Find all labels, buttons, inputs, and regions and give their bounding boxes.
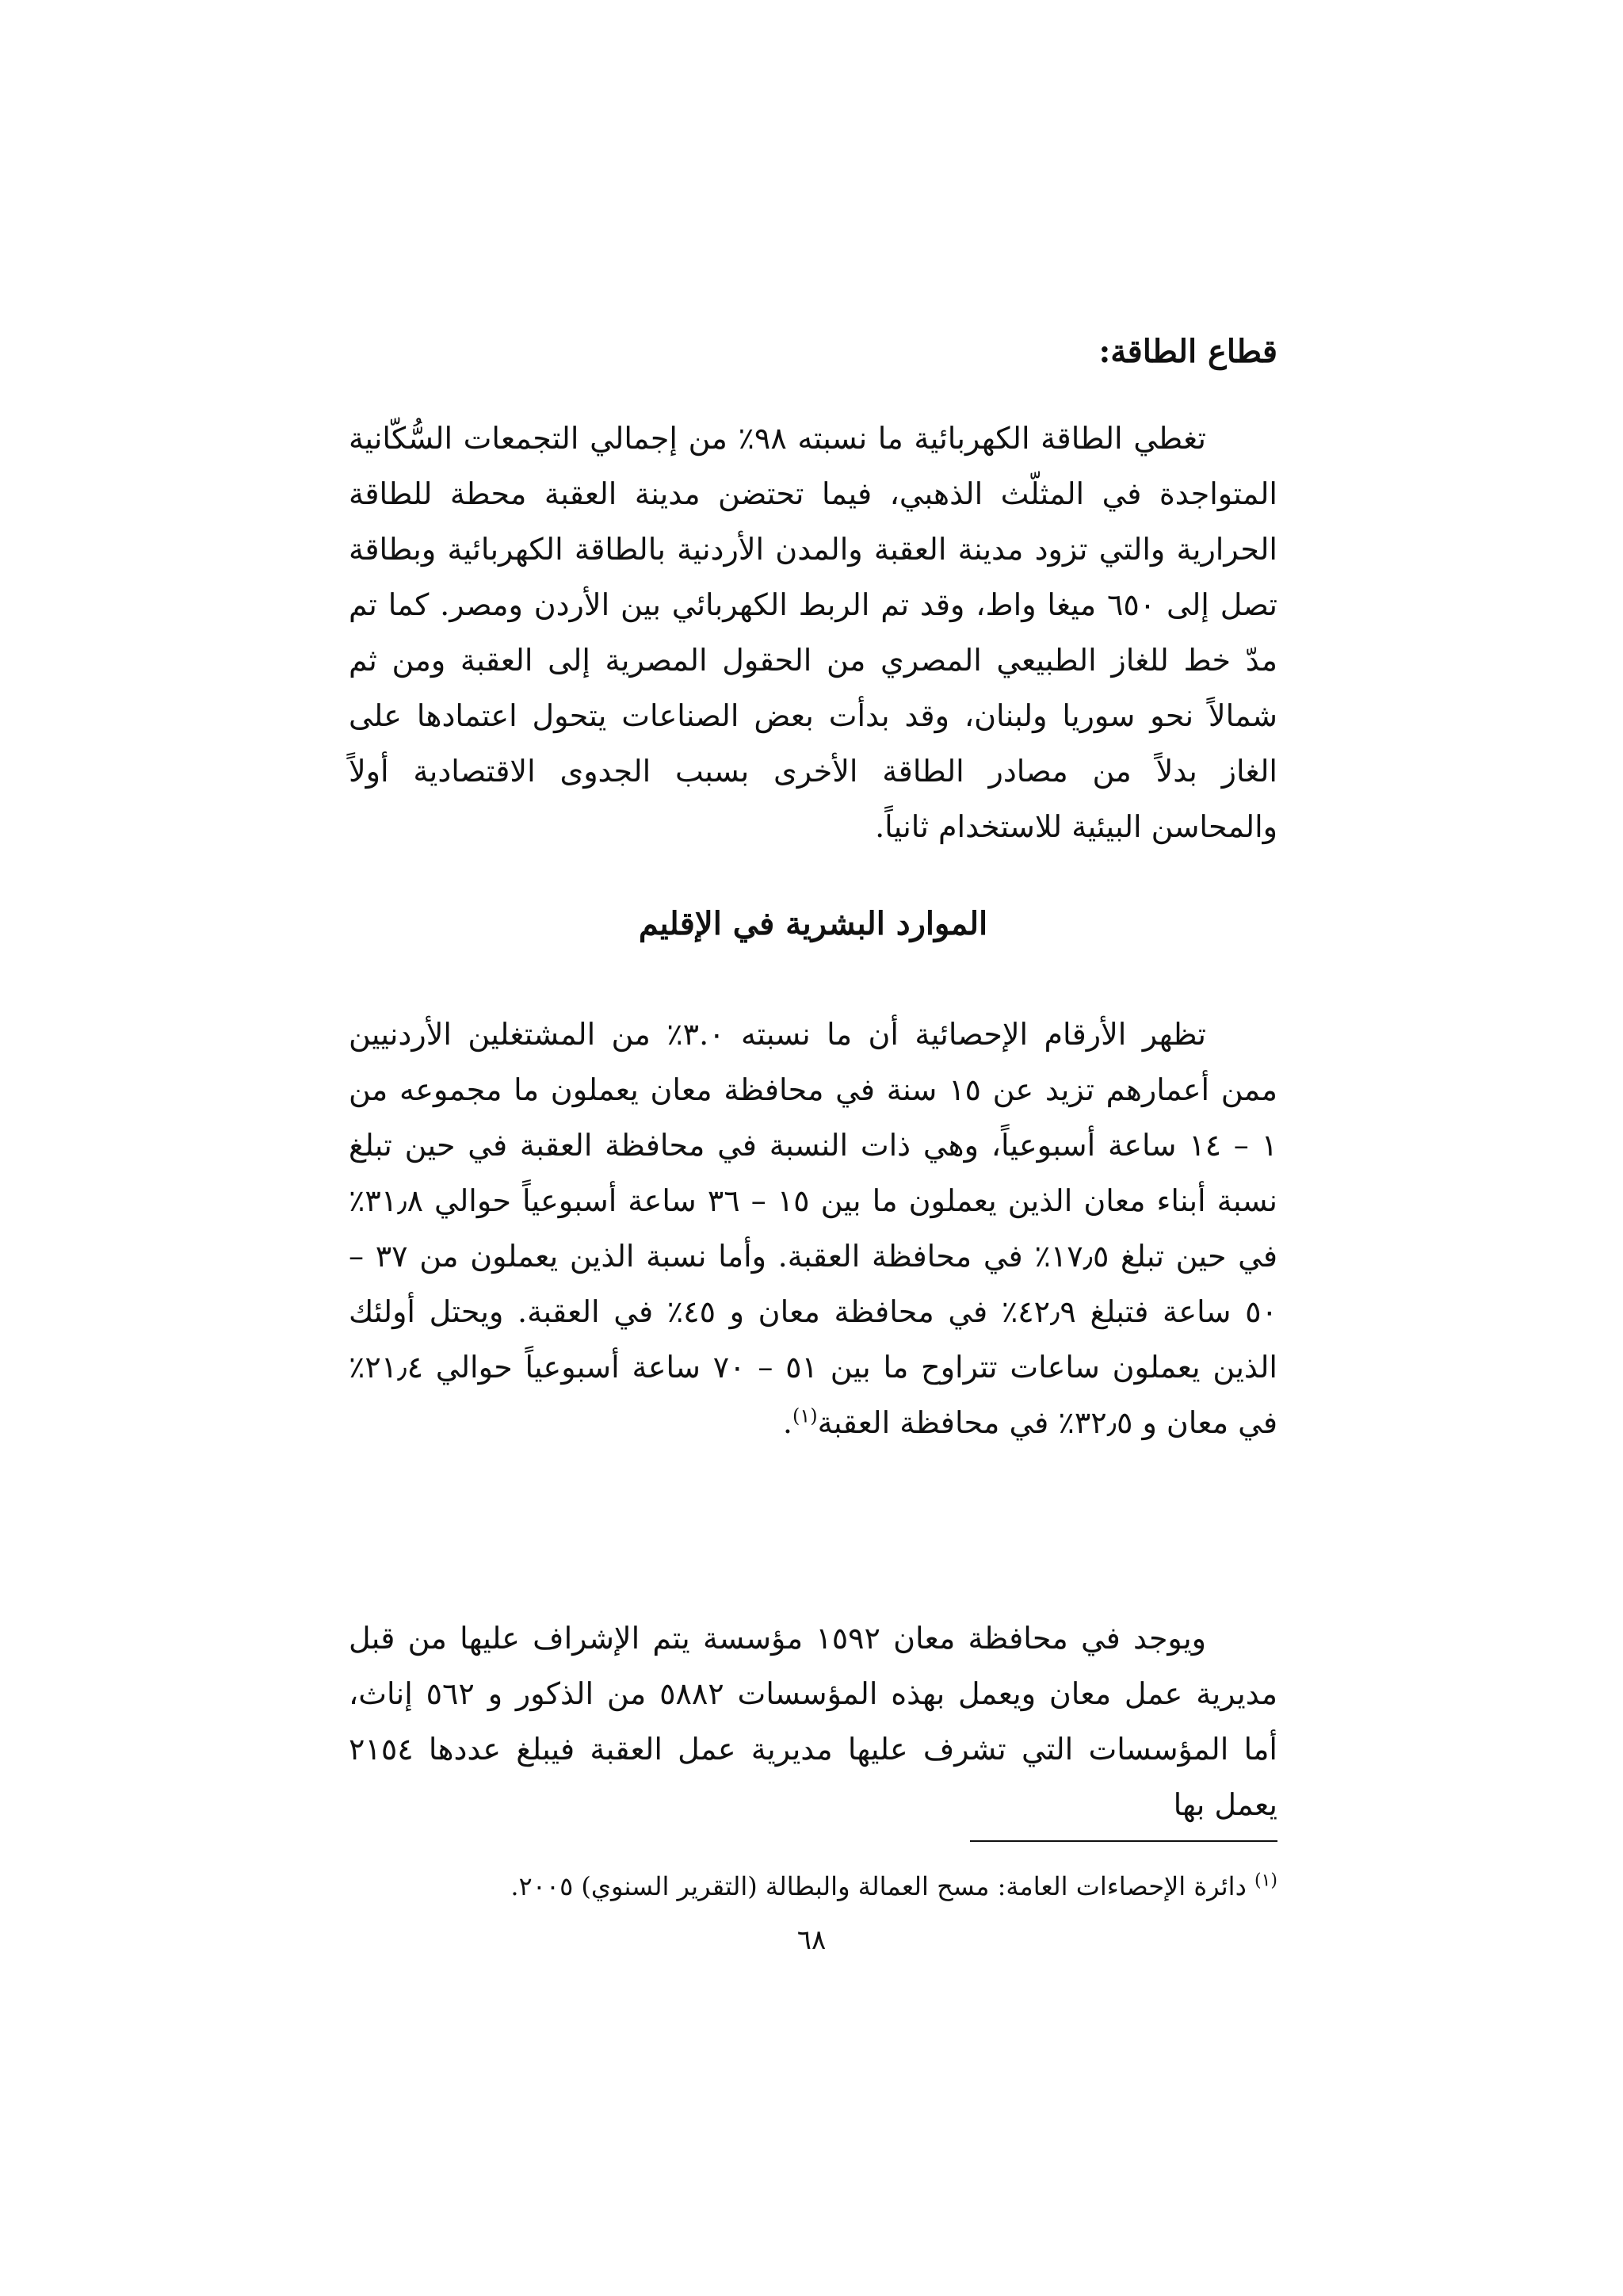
human-resources-paragraph-2: ويوجد في محافظة معان ١٥٩٢ مؤسسة يتم الإشراف عليها من قبل مديرية عمل معان ويعمل بهذه المؤسسات ٥٨٨٢ من الذكور و ٥٦٢ إناث، أما المؤسسات التي تشرف عليها مديرية عمل العقبة فيبلغ عددها ٢١٥٤ يعمل بها <box>349 1621 1277 1822</box>
human-resources-heading: الموارد البشرية في الإقليم <box>638 905 988 942</box>
human-resources-paragraph-1 <box>349 1007 1277 1450</box>
human-resources-paragraph-1-text: تظهر الأرقام الإحصائية أن ما نسبته ٣.٠٪ من المشتغلين الأردنيين ممن أعمارهم تزيد عن ١٥ سنة في محافظة معان يعملون ما مجموعه من ١ – ١٤ ساعة أسبوعياً، وهي ذات النسبة في محافظة العقبة في حين تبلغ نسبة أبناء معان الذين يعملون ما بين ١٥ – ٣٦ ساعة أسبوعياً حوالي ٣١٫٨٪ في حين تبلغ ١٧٫٥٪ في محافظة العقبة. وأما نسبة الذين يعملون من ٣٧ – ٥٠ ساعة فتبلغ ٤٢٫٩٪ في محافظة معان و ٤٥٪ في العقبة. ويحتل أولئك الذين يعملون ساعات تتراوح ما بين ٥١ – ٧٠ ساعة أسبوعياً حوالي ٢١٫٤٪ في معان و ٣٢٫٥٪ في محافظة العقبة <box>349 1017 1277 1440</box>
paragraph-1-period: . <box>782 1405 792 1440</box>
footnote-reference[interactable]: (١) <box>792 1404 818 1427</box>
energy-paragraph: تغطي الطاقة الكهربائية ما نسبته ٩٨٪ من إجمالي التجمعات السُّكّانية المتواجدة في المثلّث الذهبي، فيما تحتضن مدينة العقبة محطة للطاقة الحرارية والتي تزود مدينة العقبة والمدن الأردنية بالطاقة الكهربائية وبطاقة تصل إلى ٦٥٠ ميغا واط، وقد تم الربط الكهربائي بين الأردن ومصر. كما تم مدّ خط للغاز الطبيعي المصري من الحقول المصرية إلى العقبة ومن ثم شمالاً نحو سوريا ولبنان، وقد بدأت بعض الصناعات يتحول اعتمادها على الغاز بدلاً من مصادر الطاقة الأخرى بسبب الجدوى الاقتصادية أولاً والمحاسن البيئية للاستخدام ثانياً. <box>349 421 1277 844</box>
footnote-marker: (١) <box>1254 1870 1277 1891</box>
footnote <box>349 1867 1277 1905</box>
footnote-text: دائرة الإحصاءات العامة: مسح العمالة والبطالة (التقرير السنوي) ٢٠٠٥. <box>510 1871 1247 1901</box>
energy-section-heading: قطاع الطاقة: <box>1098 333 1277 370</box>
page-number: ٦٨ <box>796 1924 827 1956</box>
footnote-divider <box>970 1840 1277 1842</box>
